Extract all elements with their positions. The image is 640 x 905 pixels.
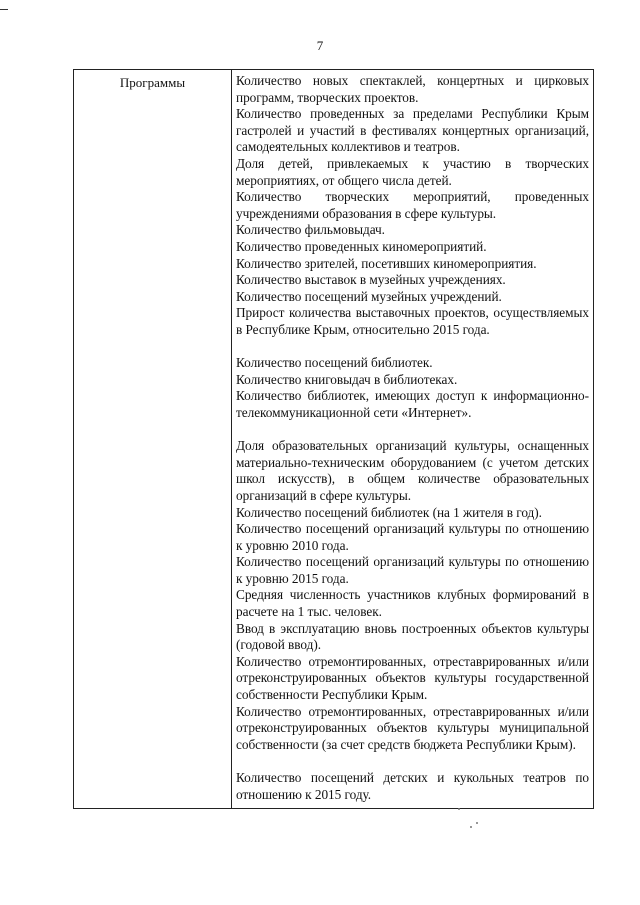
indicator-item: Количество книговыдач в библиотеках.: [236, 371, 458, 387]
page-number: 7: [316, 38, 324, 53]
table-row: [74, 70, 594, 809]
indicator-item: Количество отремонтированных, отреставрированных и/или отреконструированных объектов культуры муниципальной собственности (за счет средств бюджета Республики Крым).: [236, 703, 589, 752]
indicator-item: Доля образовательных организаций культуры, оснащенных материально-техническим оборудованием (с учетом детских школ искусств), в общем количестве образовательных организаций в сфере культуры.: [236, 438, 589, 503]
indicator-item: Количество выставок в музейных учреждениях.: [236, 272, 506, 288]
section-label: Программы: [119, 75, 186, 90]
indicator-item: Количество посещений библиотек (на 1 жителя в год).: [236, 504, 542, 520]
indicator-item: Количество посещений организаций культуры по отношению к уровню 2015 года.: [236, 554, 589, 586]
indicator-item: Количество отремонтированных, отреставрированных и/или отреконструированных объектов культуры государственной собственности Республики Крым.: [236, 653, 589, 703]
indicator-item: Количество творческих мероприятий, проведенных учреждениями образования в сфере культуры.: [236, 189, 589, 221]
scan-speck: [476, 822, 478, 824]
indicator-item: Количество зрителей, посетивших киномероприятия.: [236, 255, 537, 271]
indicator-item: Доля детей, привлекаемых к участию в творческих мероприятиях, от общего числа детей.: [236, 155, 589, 188]
indicator-item: Количество посещений музейных учреждений.: [236, 288, 502, 304]
indicator-item: Средняя численность участников клубных формирований в расчете на 1 тыс. человек.: [236, 587, 589, 620]
indicator-item: Количество посещений библиотек.: [236, 355, 433, 371]
corner-scan-mark: [0, 9, 8, 10]
scan-speck: [470, 826, 472, 828]
indicator-item: Количество проведенных за пределами Республики Крым гастролей и участий в фестивалях концертных организаций, самодеятельных коллективов и театров.: [236, 106, 589, 155]
section-label-cell: [74, 70, 232, 809]
indicator-item: Количество посещений детских и кукольных театров по отношению к 2015 году.: [236, 770, 589, 802]
indicator-item: Количество проведенных киномероприятий.: [236, 238, 487, 254]
indicator-item: Ввод в эксплуатацию вновь построенных объектов культуры (годовой ввод).: [236, 620, 589, 653]
indicator-item: Количество посещений организаций культуры по отношению к уровню 2010 года.: [236, 521, 589, 553]
indicator-item: Прирост количества выставочных проектов, осуществляемых в Республике Крым, относительно 2015 года.: [236, 305, 589, 337]
indicators-table: [73, 69, 594, 809]
indicator-item: Количество библиотек, имеющих доступ к информационно-телекоммуникационной сети «Интернет».: [236, 388, 589, 420]
indicators-cell: [232, 70, 594, 809]
indicator-item: Количество фильмовыдач.: [236, 222, 385, 238]
indicator-item: Количество новых спектаклей, концертных и цирковых программ, творческих проектов.: [236, 73, 589, 105]
scan-speck: [458, 808, 460, 810]
